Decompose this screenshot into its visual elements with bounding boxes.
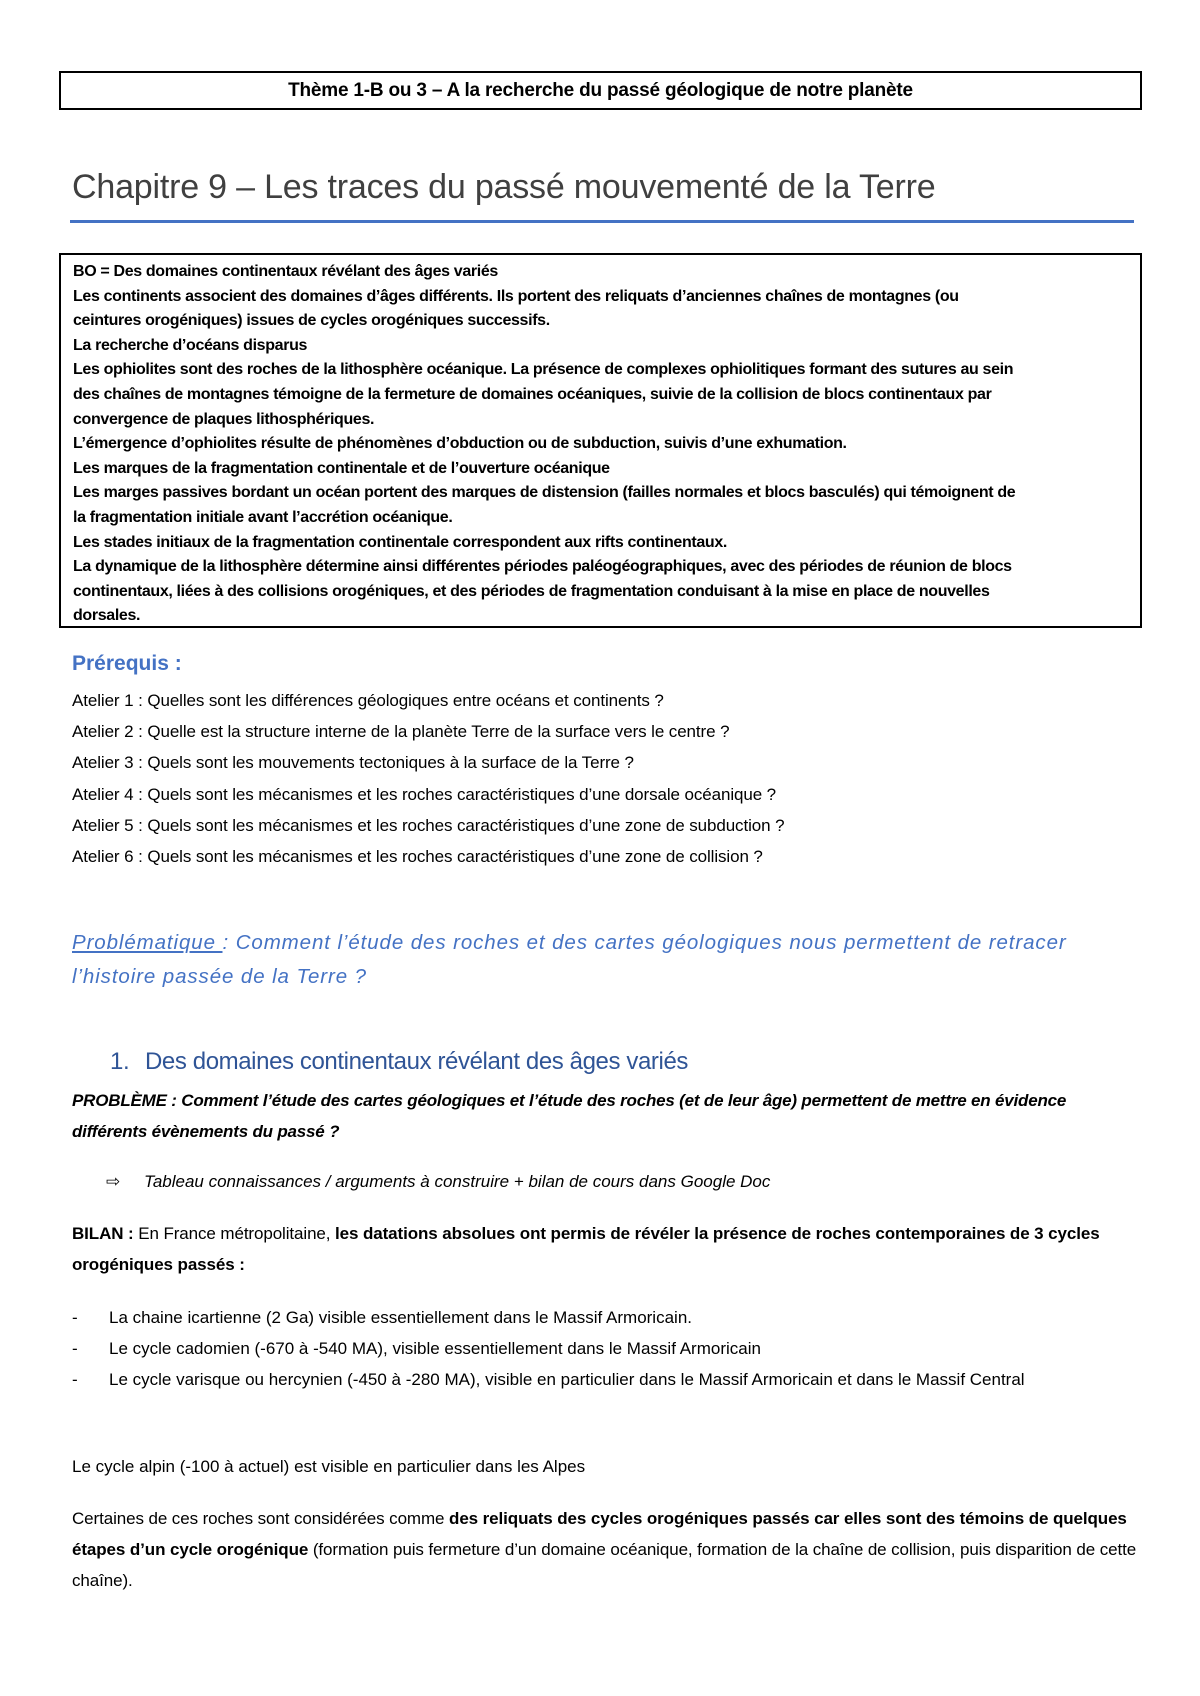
atelier-question: Quels sont les mécanismes et les roches caractéristiques d’une dorsale océanique ?	[142, 784, 777, 804]
bo-program-box	[59, 253, 1142, 628]
atelier-label: Atelier 3 :	[72, 753, 143, 773]
atelier-label: Atelier 4 :	[72, 784, 143, 804]
reliquats-bold-text: des reliquats des cycles orogéniques passés car elles sont des témoins de quelques étapes d’un cycle orogénique	[72, 1509, 1127, 1559]
atelier-question: Quelles sont les différences géologiques entre océans et continents ?	[142, 691, 664, 710]
list-dash: -	[72, 1370, 78, 1389]
bilan-label: BILAN :	[72, 1224, 134, 1243]
list-dash: -	[72, 1308, 78, 1327]
probleme-question: PROBLÈME : Comment l’étude des cartes géologiques et l’étude des roches (et de leur âge) permettent de mettre en évidence différents évènements du passé ?	[72, 1091, 1067, 1141]
atelier-label: Atelier 6 :	[72, 847, 143, 867]
bo-line: Les ophiolites sont des roches de la lithosphère océanique. La présence de complexes ophiolitiques formant des sutures au sein	[73, 361, 1014, 379]
atelier-question: Quels sont les mouvements tectoniques à la surface de la Terre ?	[142, 753, 634, 773]
prerequis-list	[72, 685, 1132, 872]
section-heading	[110, 1048, 688, 1076]
reliquats-paragraph	[72, 1503, 1142, 1596]
section-title-text: Des domaines continentaux révélant des âges variés	[145, 1048, 688, 1075]
cycles-list	[72, 1302, 1142, 1395]
reliquats-text: Certaines de ces roches sont considérées comme	[72, 1509, 450, 1528]
bo-line: ceintures orogéniques) issues de cycles orogéniques successifs.	[73, 312, 550, 330]
bilan-text: En France métropolitaine,	[133, 1224, 336, 1243]
bilan-paragraph	[72, 1218, 1142, 1280]
bo-line: des chaînes de montagnes témoigne de la fermeture de domaines océaniques, suivie de la collision de blocs continentaux par	[73, 385, 992, 403]
bo-line: Les marges passives bordant un océan portent des marques de distension (failles normales et blocs basculés) qui témoignent de	[73, 484, 1016, 502]
prerequis-item	[72, 841, 1132, 872]
cycle-text: Le cycle varisque ou hercynien (-450 à -280 MA), visible en particulier dans le Massif Armoricain et dans le Massif Central	[109, 1370, 1025, 1389]
bo-line: continentaux, liées à des collisions orogéniques, et des périodes de fragmentation conduisant à la mise en place de nouvelles	[73, 582, 990, 600]
prerequis-item	[72, 685, 1132, 716]
bo-line: la fragmentation initiale avant l’accrétion océanique.	[73, 508, 453, 526]
prerequis-item	[72, 779, 1132, 810]
bo-line: Les continents associent des domaines d’âges différents. Ils portent des reliquats d’anciennes chaînes de montagnes (ou	[73, 287, 959, 305]
list-item	[72, 1302, 1142, 1333]
tableau-instruction	[106, 1166, 770, 1197]
section-number: 1.	[110, 1048, 130, 1075]
bo-line: convergence de plaques lithosphériques.	[73, 410, 375, 428]
bo-line: Les marques de la fragmentation continentale et de l’ouverture océanique	[73, 459, 610, 477]
atelier-question: Quelle est la structure interne de la planète Terre de la surface vers le centre ?	[142, 722, 730, 742]
cycle-text: Le cycle cadomien (-670 à -540 MA), visible essentiellement dans le Massif Armoricain	[109, 1339, 761, 1358]
bo-line: BO = Des domaines continentaux révélant des âges variés	[73, 263, 498, 280]
tableau-text: Tableau connaissances / arguments à construire + bilan de cours dans Google Doc	[144, 1172, 771, 1191]
problematique-label: Problématique	[72, 931, 223, 954]
arrow-right-icon: ⇨	[106, 1172, 121, 1191]
prerequis-item	[72, 747, 1132, 778]
problematique	[72, 926, 1142, 994]
atelier-label: Atelier 5 :	[72, 815, 143, 835]
bo-line: La recherche d’océans disparus	[73, 336, 308, 354]
alpin-paragraph: Le cycle alpin (-100 à actuel) est visible en particulier dans les Alpes	[72, 1457, 586, 1476]
cycle-text: La chaine icartienne (2 Ga) visible essentiellement dans le Massif Armoricain.	[109, 1308, 692, 1327]
prerequis-heading: Prérequis :	[72, 652, 182, 675]
reliquats-text-end: (formation puis fermeture d’un domaine océanique, formation de la chaîne de collision, puis disparition de cette chaîne).	[72, 1540, 1137, 1590]
atelier-label: Atelier 2 :	[72, 722, 143, 742]
prerequis-item	[72, 716, 1132, 747]
chapter-title-underline	[70, 220, 1134, 223]
theme-text: Thème 1-B ou 3 – A la recherche du passé géologique de notre planète	[288, 79, 913, 101]
atelier-label: Atelier 1 :	[72, 691, 143, 710]
list-item	[72, 1364, 1142, 1395]
atelier-question: Quels sont les mécanismes et les roches caractéristiques d’une zone de subduction ?	[142, 815, 785, 835]
prerequis-item	[72, 810, 1132, 841]
atelier-question: Quels sont les mécanismes et les roches caractéristiques d’une zone de collision ?	[142, 847, 763, 867]
bo-line: L’émergence d’ophiolites résulte de phénomènes d’obduction ou de subduction, suivis d’une exhumation.	[73, 435, 847, 453]
bo-line: Les stades initiaux de la fragmentation continentale correspondent aux rifts continentaux.	[73, 533, 727, 551]
list-dash: -	[72, 1339, 78, 1358]
list-item	[72, 1333, 1142, 1364]
theme-header	[59, 71, 1142, 110]
chapter-title: Chapitre 9 – Les traces du passé mouvementé de la Terre	[72, 168, 936, 206]
bilan-bold-text: les datations absolues ont permis de révéler la présence de roches contemporaines de 3 cycles orogéniques passés :	[72, 1224, 1100, 1274]
bo-line: La dynamique de la lithosphère détermine ainsi différentes périodes paléogéographiques, avec des périodes de réunion de blocs	[73, 558, 1012, 576]
bo-line: dorsales.	[73, 607, 141, 625]
problematique-text: : Comment l’étude des roches et des cartes géologiques nous permettent de retracer l’histoire passée de la Terre ?	[72, 931, 1067, 988]
